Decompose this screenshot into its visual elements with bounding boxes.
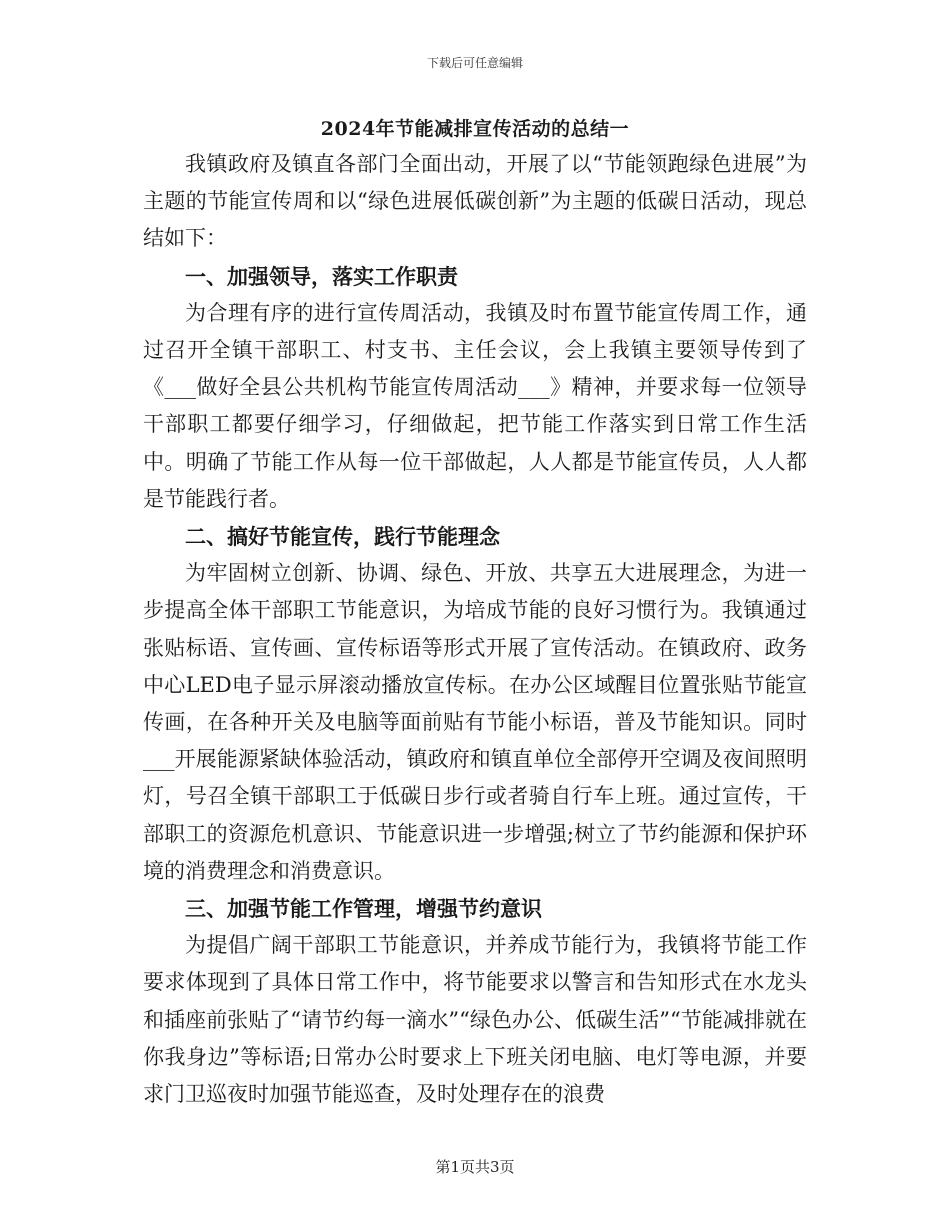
section-heading-1: 一、加强领导，落实工作职责	[185, 263, 458, 289]
paragraph-section-3: 为提倡广阔干部职工节能意识，并养成节能行为，我镇将节能工作要求体现到了具体日常工作中，将节能要求以警言和告知形式在水龙头和插座前张贴了“请节约每一滴水”“绿色办公、低碳生活”“节能减排就在你我身边”等标语;日常办公时要求上下班关闭电脑、电灯等电源，并要求门卫巡夜时加强节能巡查，及时处理存在的浪费	[143, 933, 807, 1107]
paragraph-intro: 我镇政府及镇直各部门全面出动，开展了以“节能领跑绿色进展”为主题的节能宣传周和以“绿色进展低碳创新”为主题的低碳日活动，现总结如下：	[143, 152, 807, 251]
paragraph-section-1: 为合理有序的进行宣传周活动，我镇及时布置节能宣传周工作，通过召开全镇干部职工、村支书、主任会议，会上我镇主要领导传到了《___做好全县公共机构节能宣传周活动___》精神，并要求每一位领导干部职工都要仔细学习，仔细做起，把节能工作落实到日常工作生活中。明确了节能工作从每一位干部做起，人人都是节能宣传员，人人都是节能践行者。	[143, 300, 807, 511]
paragraph-section-2: 为牢固树立创新、协调、绿色、开放、共享五大进展理念，为进一步提高全体干部职工节能意识，为培成节能的良好习惯行为。我镇通过张贴标语、宣传画、宣传标语等形式开展了宣传活动。在镇政府、政务中心LED电子显示屏滚动播放宣传标。在办公区域醒目位置张贴节能宣传画，在各种开关及电脑等面前贴有节能小标语，普及节能知识。同时___开展能源紧缺体验活动，镇政府和镇直单位全部停开空调及夜间照明灯，号召全镇干部职工于低碳日步行或者骑自行车上班。通过宣传，干部职工的资源危机意识、节能意识进一步增强;树立了节约能源和保护环境的消费理念和消费意识。	[143, 561, 807, 883]
section-heading-2: 二、搞好节能宣传，践行节能理念	[185, 524, 500, 550]
header-note: 下载后可任意编辑	[426, 56, 523, 70]
page-footer: 第1页共3页	[435, 1158, 515, 1176]
document-body	[143, 146, 807, 1113]
document-title: 2024年节能减排宣传活动的总结一	[320, 118, 630, 140]
section-heading-3: 三、加强节能工作管理，增强节约意识	[185, 896, 542, 922]
